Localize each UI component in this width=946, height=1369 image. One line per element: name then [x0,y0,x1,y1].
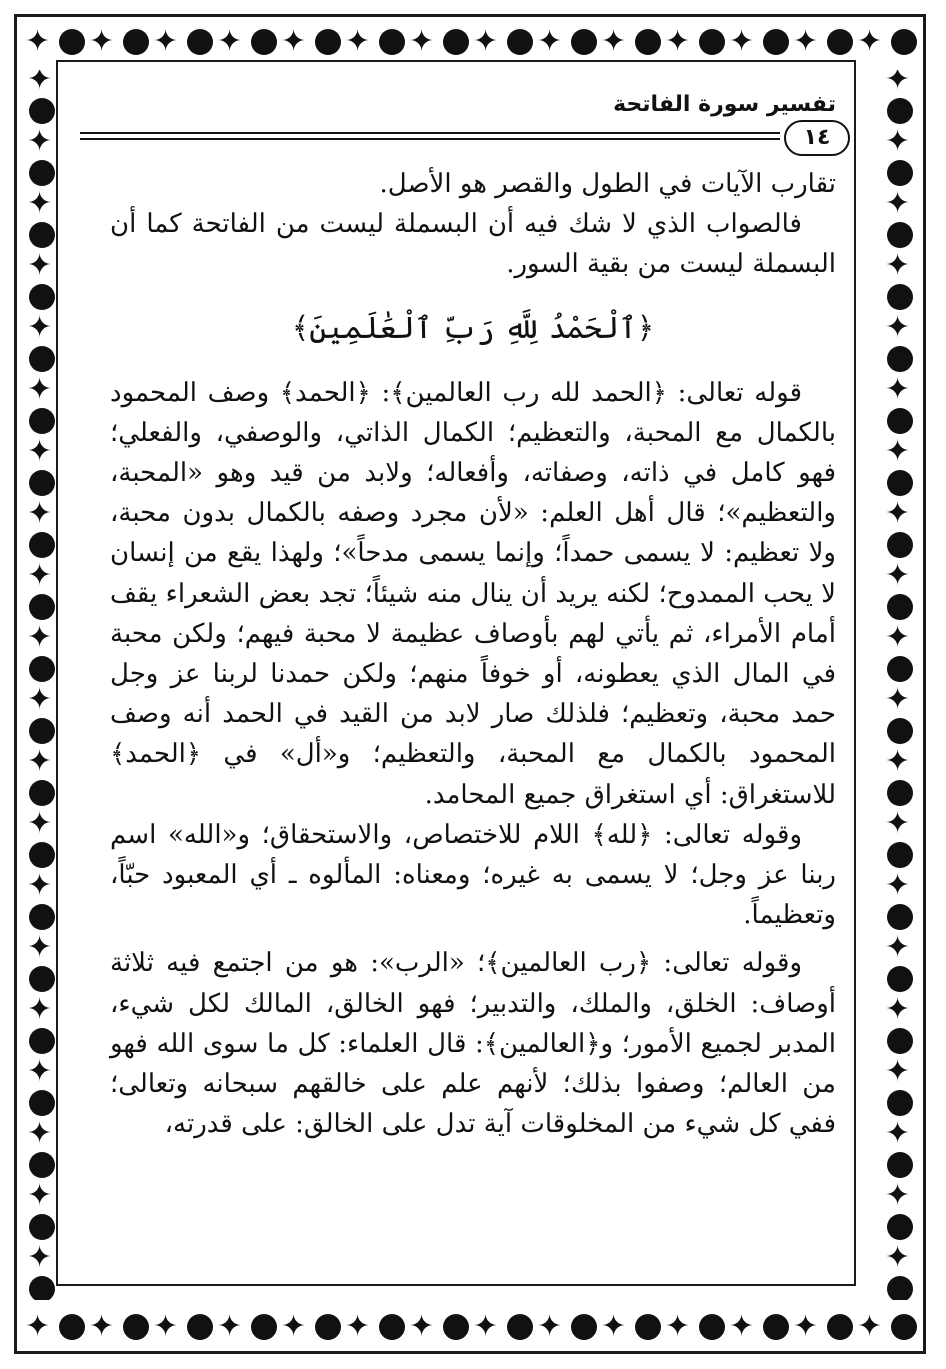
petal-ornament-icon [59,29,85,55]
petal-ornament-icon [887,284,913,310]
petal-ornament-icon [699,29,725,55]
petal-ornament-icon [887,656,913,682]
petal-ornament-icon [887,966,913,992]
petal-ornament-icon [887,160,913,186]
petal-ornament-icon [29,346,55,372]
petal-ornament-icon [887,222,913,248]
petal-ornament-icon [29,222,55,248]
petal-ornament-icon [251,29,277,55]
header-rule [80,132,780,134]
petal-ornament-icon [187,1314,213,1340]
petal-ornament-icon [887,1090,913,1116]
running-header-title: تفسير سورة الفاتحة [613,92,836,117]
petal-ornament-icon [887,408,913,434]
paragraph: وقوله تعالى: ﴿رب العالمين﴾؛ «الرب»: هو من اجتمع فيه ثلاثة أوصاف: الخلق، والملك، والتدبير؛ فهو الخالق، المالك لكل شيء، المدبر لجميع الأمور؛ و﴿العالمين﴾: قال العلماء: كل ما سوى الله فهو من العالم؛ وصفوا بذلك؛ لأنهم علم على خالقهم سبحانه وتعالى؛ ففي كل شيء من المخلوقات آية تدل على الخالق: على قدرته، [110,948,836,1140]
petal-ornament-icon [635,1314,661,1340]
petal-ornament-icon [29,470,55,496]
petal-ornament-icon [571,29,597,55]
petal-ornament-icon [443,29,469,55]
petal-ornament-icon [29,780,55,806]
petal-ornament-icon [59,1314,85,1340]
petal-ornament-icon [887,1214,913,1240]
petal-ornament-icon [887,470,913,496]
paragraph: وقوله تعالى: ﴿لله﴾ اللام للاختصاص، والاستحقاق؛ و«الله» اسم ربنا عز وجل؛ لا يسمى به غيره؛ ومعناه: المألوه ـ أي المعبود حبّاً، وتعظيماً. [110,819,836,931]
petal-ornament-icon [29,656,55,682]
petal-ornament-icon [887,594,913,620]
petal-ornament-icon [887,1152,913,1178]
ornament-top [20,18,920,66]
petal-ornament-icon [29,1276,55,1300]
petal-ornament-icon [187,29,213,55]
petal-ornament-icon [635,29,661,55]
petal-ornament-icon [571,1314,597,1340]
petal-ornament-icon [887,98,913,124]
petal-ornament-icon [29,98,55,124]
petal-ornament-icon [887,904,913,930]
petal-ornament-icon [315,29,341,55]
petal-ornament-icon [887,346,913,372]
ornament-bottom [20,1303,920,1351]
petal-ornament-icon [827,1314,853,1340]
petal-ornament-icon [887,842,913,868]
petal-ornament-icon [29,594,55,620]
paragraph: تقارب الآيات في الطول والقصر هو الأصل. [379,169,836,199]
petal-ornament-icon [29,904,55,930]
petal-ornament-icon [763,29,789,55]
header-rule [80,138,780,140]
petal-ornament-icon [29,532,55,558]
petal-ornament-icon [29,1214,55,1240]
petal-ornament-icon [891,29,917,55]
petal-ornament-icon [29,842,55,868]
petal-ornament-icon [251,1314,277,1340]
petal-ornament-icon [29,1028,55,1054]
petal-ornament-icon [827,29,853,55]
petal-ornament-icon [887,532,913,558]
petal-ornament-icon [699,1314,725,1340]
petal-ornament-icon [123,29,149,55]
petal-ornament-icon [891,1314,917,1340]
petal-ornament-icon [507,1314,533,1340]
petal-ornament-icon [443,1314,469,1340]
petal-ornament-icon [887,718,913,744]
petal-ornament-icon [29,160,55,186]
petal-ornament-icon [123,1314,149,1340]
petal-ornament-icon [29,1090,55,1116]
page-number: ١٤ [784,120,850,156]
paragraph: قوله تعالى: ﴿الحمد لله رب العالمين﴾: ﴿الحمد﴾ وصف المحمود بالكمال مع المحبة، والتعظيم؛ الكمال الذاتي، والوصفي، والفعلي؛ فهو كامل في ذاته، وصفاته، وأفعاله؛ ولابد من قيد وهو «المحبة، والتعظيم»؛ قال أهل العلم: «لأن مجرد وصفه بالكمال بدون محبة، ولا تعظيم: لا يسمى حمداً؛ وإنما يسمى مدحاً»؛ ولهذا يقع من إنسان لا يحب الممدوح؛ لكنه يريد أن ينال منه شيئاً؛ تجد بعض الشعراء يقف أمام الأمراء، ثم يأتي لهم بأوصاف عظيمة لا محبة فيهم؛ ولكن محبة في المال الذي يعطونه، أو خوفاً منهم؛ ولكن حمدنا لربنا عز وجل حمد محبة، وتعظيم؛ فلذلك صار لابد من القيد في الحمد أنه وصف المحمود بالكمال مع المحبة، والتعظيم؛ و«أل» في ﴿الحمد﴾ للاستغراق: أي استغراق جميع المحامد. [110,377,836,810]
petal-ornament-icon [887,780,913,806]
petal-ornament-icon [29,718,55,744]
petal-ornament-icon [763,1314,789,1340]
petal-ornament-icon [379,1314,405,1340]
petal-ornament-icon [507,29,533,55]
petal-ornament-icon [379,29,405,55]
petal-ornament-icon [29,1152,55,1178]
ornament-right [876,70,924,1300]
page-body [110,164,836,1144]
paragraph: فالصواب الذي لا شك فيه أن البسملة ليست من الفاتحة كما أن البسملة ليست من بقية السور. [110,209,836,280]
ornament-left [18,70,66,1300]
verse-heading: ﴿ٱلْحَمْدُ لِلَّهِ رَبِّ ٱلْعَٰلَمِينَ﴾ [291,310,655,346]
petal-ornament-icon [29,408,55,434]
petal-ornament-icon [29,966,55,992]
petal-ornament-icon [887,1028,913,1054]
petal-ornament-icon [315,1314,341,1340]
petal-ornament-icon [887,1276,913,1300]
petal-ornament-icon [29,284,55,310]
